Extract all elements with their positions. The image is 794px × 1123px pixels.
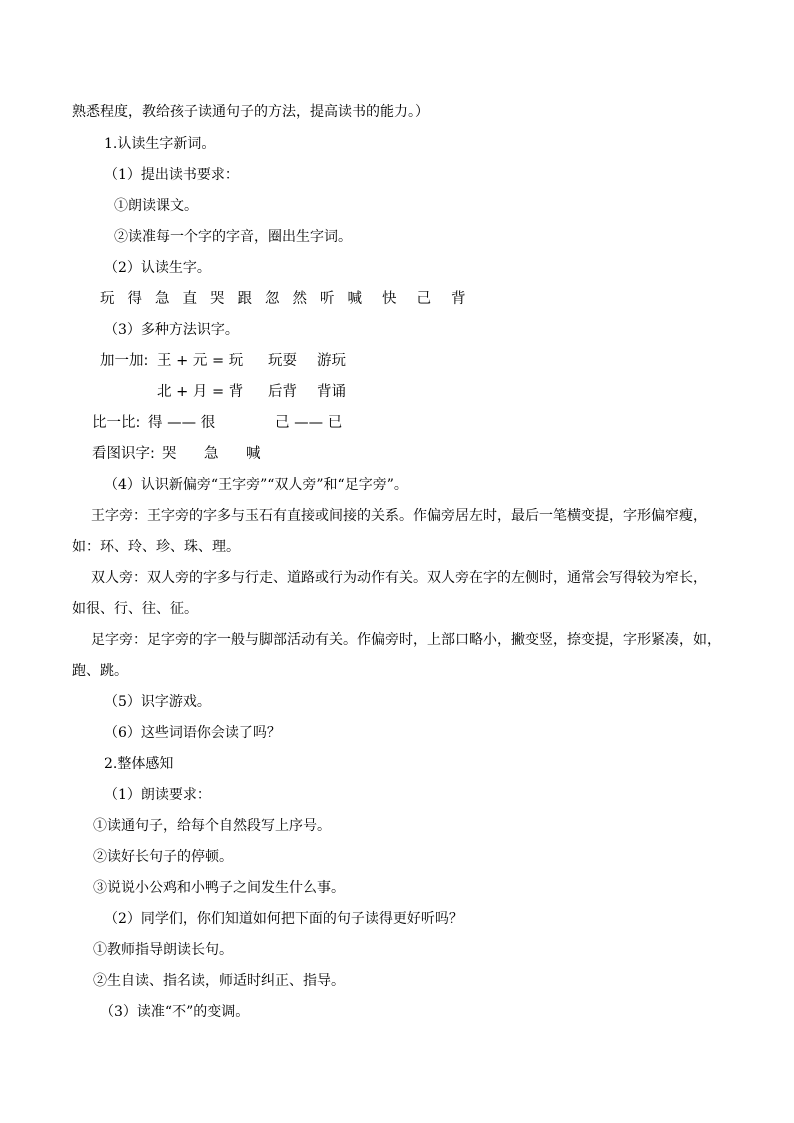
list-item-self-reading: ②生自读、指名读，师适时纠正、指导。 bbox=[93, 973, 345, 989]
subheading-bu-tone: （3）读准“不”的变调。 bbox=[100, 1004, 250, 1020]
biyibi-pair-1: 得 —— 很 bbox=[148, 415, 216, 431]
new-char: 急 bbox=[155, 291, 170, 307]
jiayijia-word: 后背 bbox=[268, 384, 297, 400]
list-item-teacher-guide: ①教师指导朗读长句。 bbox=[93, 942, 233, 958]
subheading-words-question: （6）这些词语你会读了吗？ bbox=[104, 725, 281, 741]
paragraph-wang-radical-cont: 如：环、玲、珍、珠、理。 bbox=[72, 539, 240, 555]
paragraph-intro-continuation: 熟悉程度，教给孩子读通句子的方法，提高读书的能力。） bbox=[72, 104, 429, 120]
new-char: 直 bbox=[182, 291, 197, 307]
subheading-reading-requirements: （1）提出读书要求： bbox=[104, 167, 239, 183]
new-char: 跟 bbox=[237, 291, 252, 307]
jiayijia-formula-1: 王 + 元 = 玩 bbox=[157, 353, 244, 369]
new-char: 忽 bbox=[265, 291, 280, 307]
new-char: 快 bbox=[382, 291, 397, 307]
jiayijia-word: 游玩 bbox=[317, 353, 346, 369]
jiayijia-word: 背诵 bbox=[317, 384, 346, 400]
kantu-char: 急 bbox=[204, 446, 219, 462]
jiayijia-formula-2: 北 + 月 = 背 bbox=[157, 384, 244, 400]
paragraph-zu-radical-cont: 跑、跳。 bbox=[72, 663, 128, 679]
jiayijia-word: 玩耍 bbox=[268, 353, 297, 369]
new-char: 听 bbox=[320, 291, 335, 307]
subheading-reading-requirements-2: （1）朗读要求： bbox=[104, 787, 211, 803]
kantu-char: 哭 bbox=[162, 446, 177, 462]
section-heading-1: 1.认读生字新词。 bbox=[104, 136, 216, 152]
new-char: 哭 bbox=[210, 291, 225, 307]
kantu-label: 看图识字: bbox=[92, 446, 155, 462]
list-item-read-text: ①朗读课文。 bbox=[114, 198, 198, 214]
list-item-pauses: ②读好长句子的停顿。 bbox=[93, 849, 233, 865]
paragraph-wang-radical: 王字旁：王字旁的字多与玉石有直接或间接的关系。作偏旁居左时，最后一笔横变提，字形偏窄瘦， bbox=[91, 508, 707, 524]
list-item-number-paragraphs: ①读通句子，给每个自然段写上序号。 bbox=[93, 818, 331, 834]
list-item-story-question: ③说说小公鸡和小鸭子之间发生什么事。 bbox=[93, 880, 345, 896]
new-char: 背 bbox=[451, 291, 466, 307]
subheading-read-better: （2）同学们，你们知道如何把下面的句子读得更好听吗？ bbox=[104, 911, 463, 927]
kantu-char: 喊 bbox=[246, 446, 261, 462]
jiayijia-label: 加一加: bbox=[100, 353, 149, 369]
paragraph-shuangren-radical: 双人旁：双人旁的字多与行走、道路或行为动作有关。双人旁在字的左侧时，通常会写得较为窄长， bbox=[91, 570, 707, 586]
new-char: 喊 bbox=[347, 291, 362, 307]
biyibi-label: 比一比: bbox=[92, 415, 141, 431]
paragraph-shuangren-radical-cont: 如很、行、往、征。 bbox=[72, 601, 198, 617]
new-char: 得 bbox=[127, 291, 142, 307]
new-characters-row bbox=[100, 290, 479, 308]
section-heading-2: 2.整体感知 bbox=[104, 756, 174, 772]
new-char: 然 bbox=[292, 291, 307, 307]
paragraph-zu-radical: 足字旁：足字旁的字一般与脚部活动有关。作偏旁时，上部口略小，撇变竖，捺变提，字形紧凑，如， bbox=[91, 632, 721, 648]
list-item-read-pronunciation: ②读准每一个字的字音，圈出生字词。 bbox=[114, 229, 352, 245]
new-char: 玩 bbox=[100, 291, 115, 307]
new-char: 己 bbox=[416, 291, 431, 307]
subheading-methods: （3）多种方法识字。 bbox=[104, 322, 239, 338]
biyibi-pair-2: 己 —— 已 bbox=[275, 415, 343, 431]
subheading-recognize-chars: （2）认读生字。 bbox=[104, 260, 211, 276]
subheading-game: （5）识字游戏。 bbox=[104, 694, 211, 710]
subheading-new-radicals: （4）认识新偏旁“王字旁”“双人旁”和“足字旁”。 bbox=[104, 477, 408, 493]
